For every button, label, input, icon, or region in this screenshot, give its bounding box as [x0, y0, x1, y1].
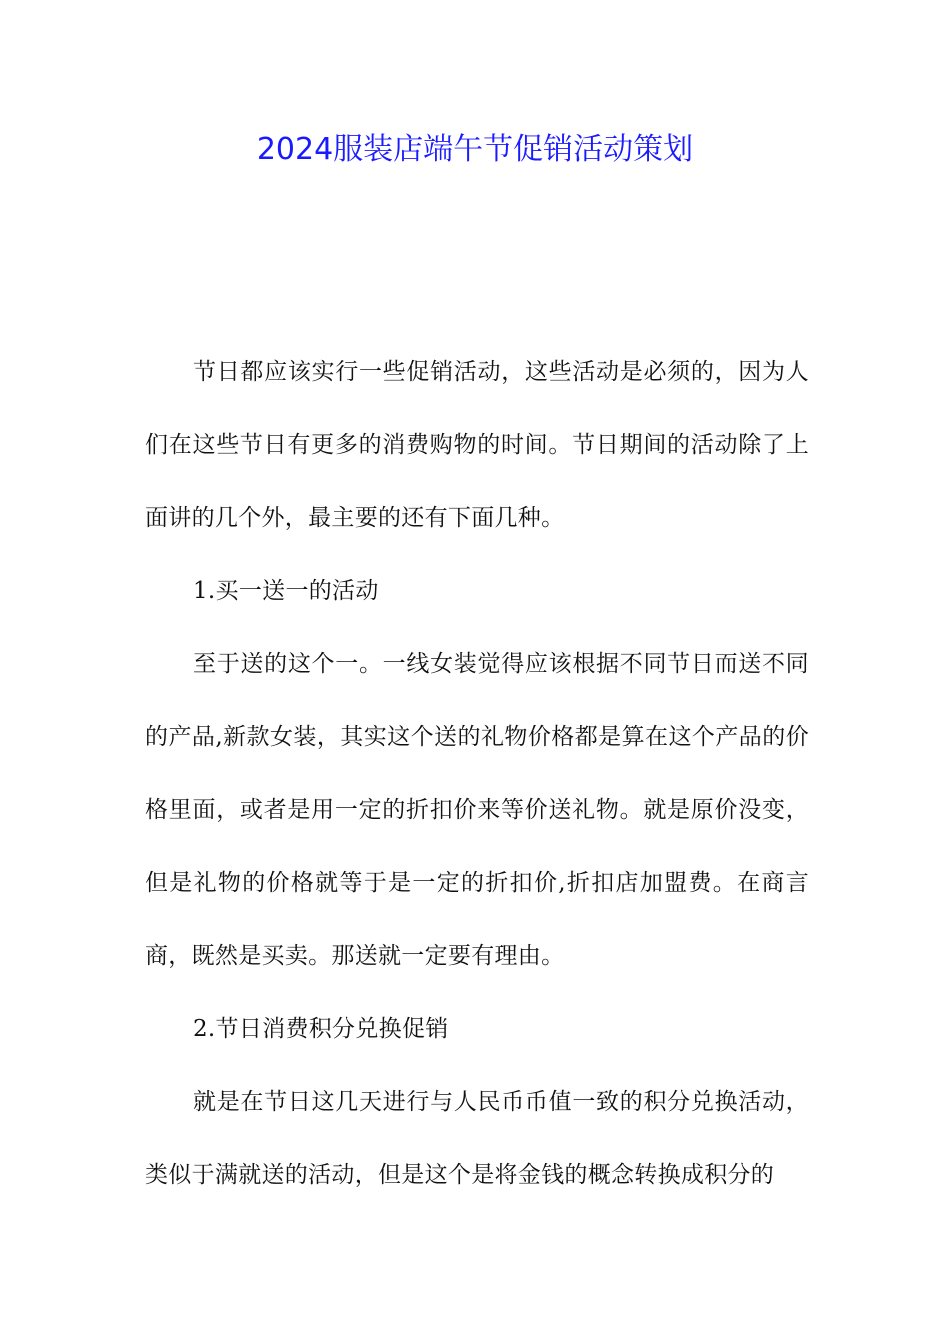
section-body-buy-one-get-one: 至于送的这个一。一线女装觉得应该根据不同节日而送不同的产品,新款女装，其实这个送的礼物价格都是算在这个产品的价格里面，或者是用一定的折扣价来等价送礼物。就是原价没变，但是礼物的价格就等于是一定的折扣价,折扣店加盟费。在商言商，既然是买卖。那送就一定要有理由。: [145, 651, 809, 969]
section-heading-buy-one-get-one: 1.买一送一的活动: [193, 578, 379, 604]
intro-paragraph: 节日都应该实行一些促销活动，这些活动是必须的，因为人们在这些节日有更多的消费购物的时间。节日期间的活动除了上面讲的几个外，最主要的还有下面几种。: [145, 359, 809, 531]
section-body-points-exchange: 就是在节日这几天进行与人民币币值一致的积分兑换活动，类似于满就送的活动，但是这个是将金钱的概念转换成积分的: [145, 1089, 809, 1188]
section-heading-points-exchange: 2.节日消费积分兑换促销: [193, 1016, 449, 1042]
document-body: [145, 336, 809, 1212]
document-title: 2024服装店端午节促销活动策划: [256, 132, 694, 167]
